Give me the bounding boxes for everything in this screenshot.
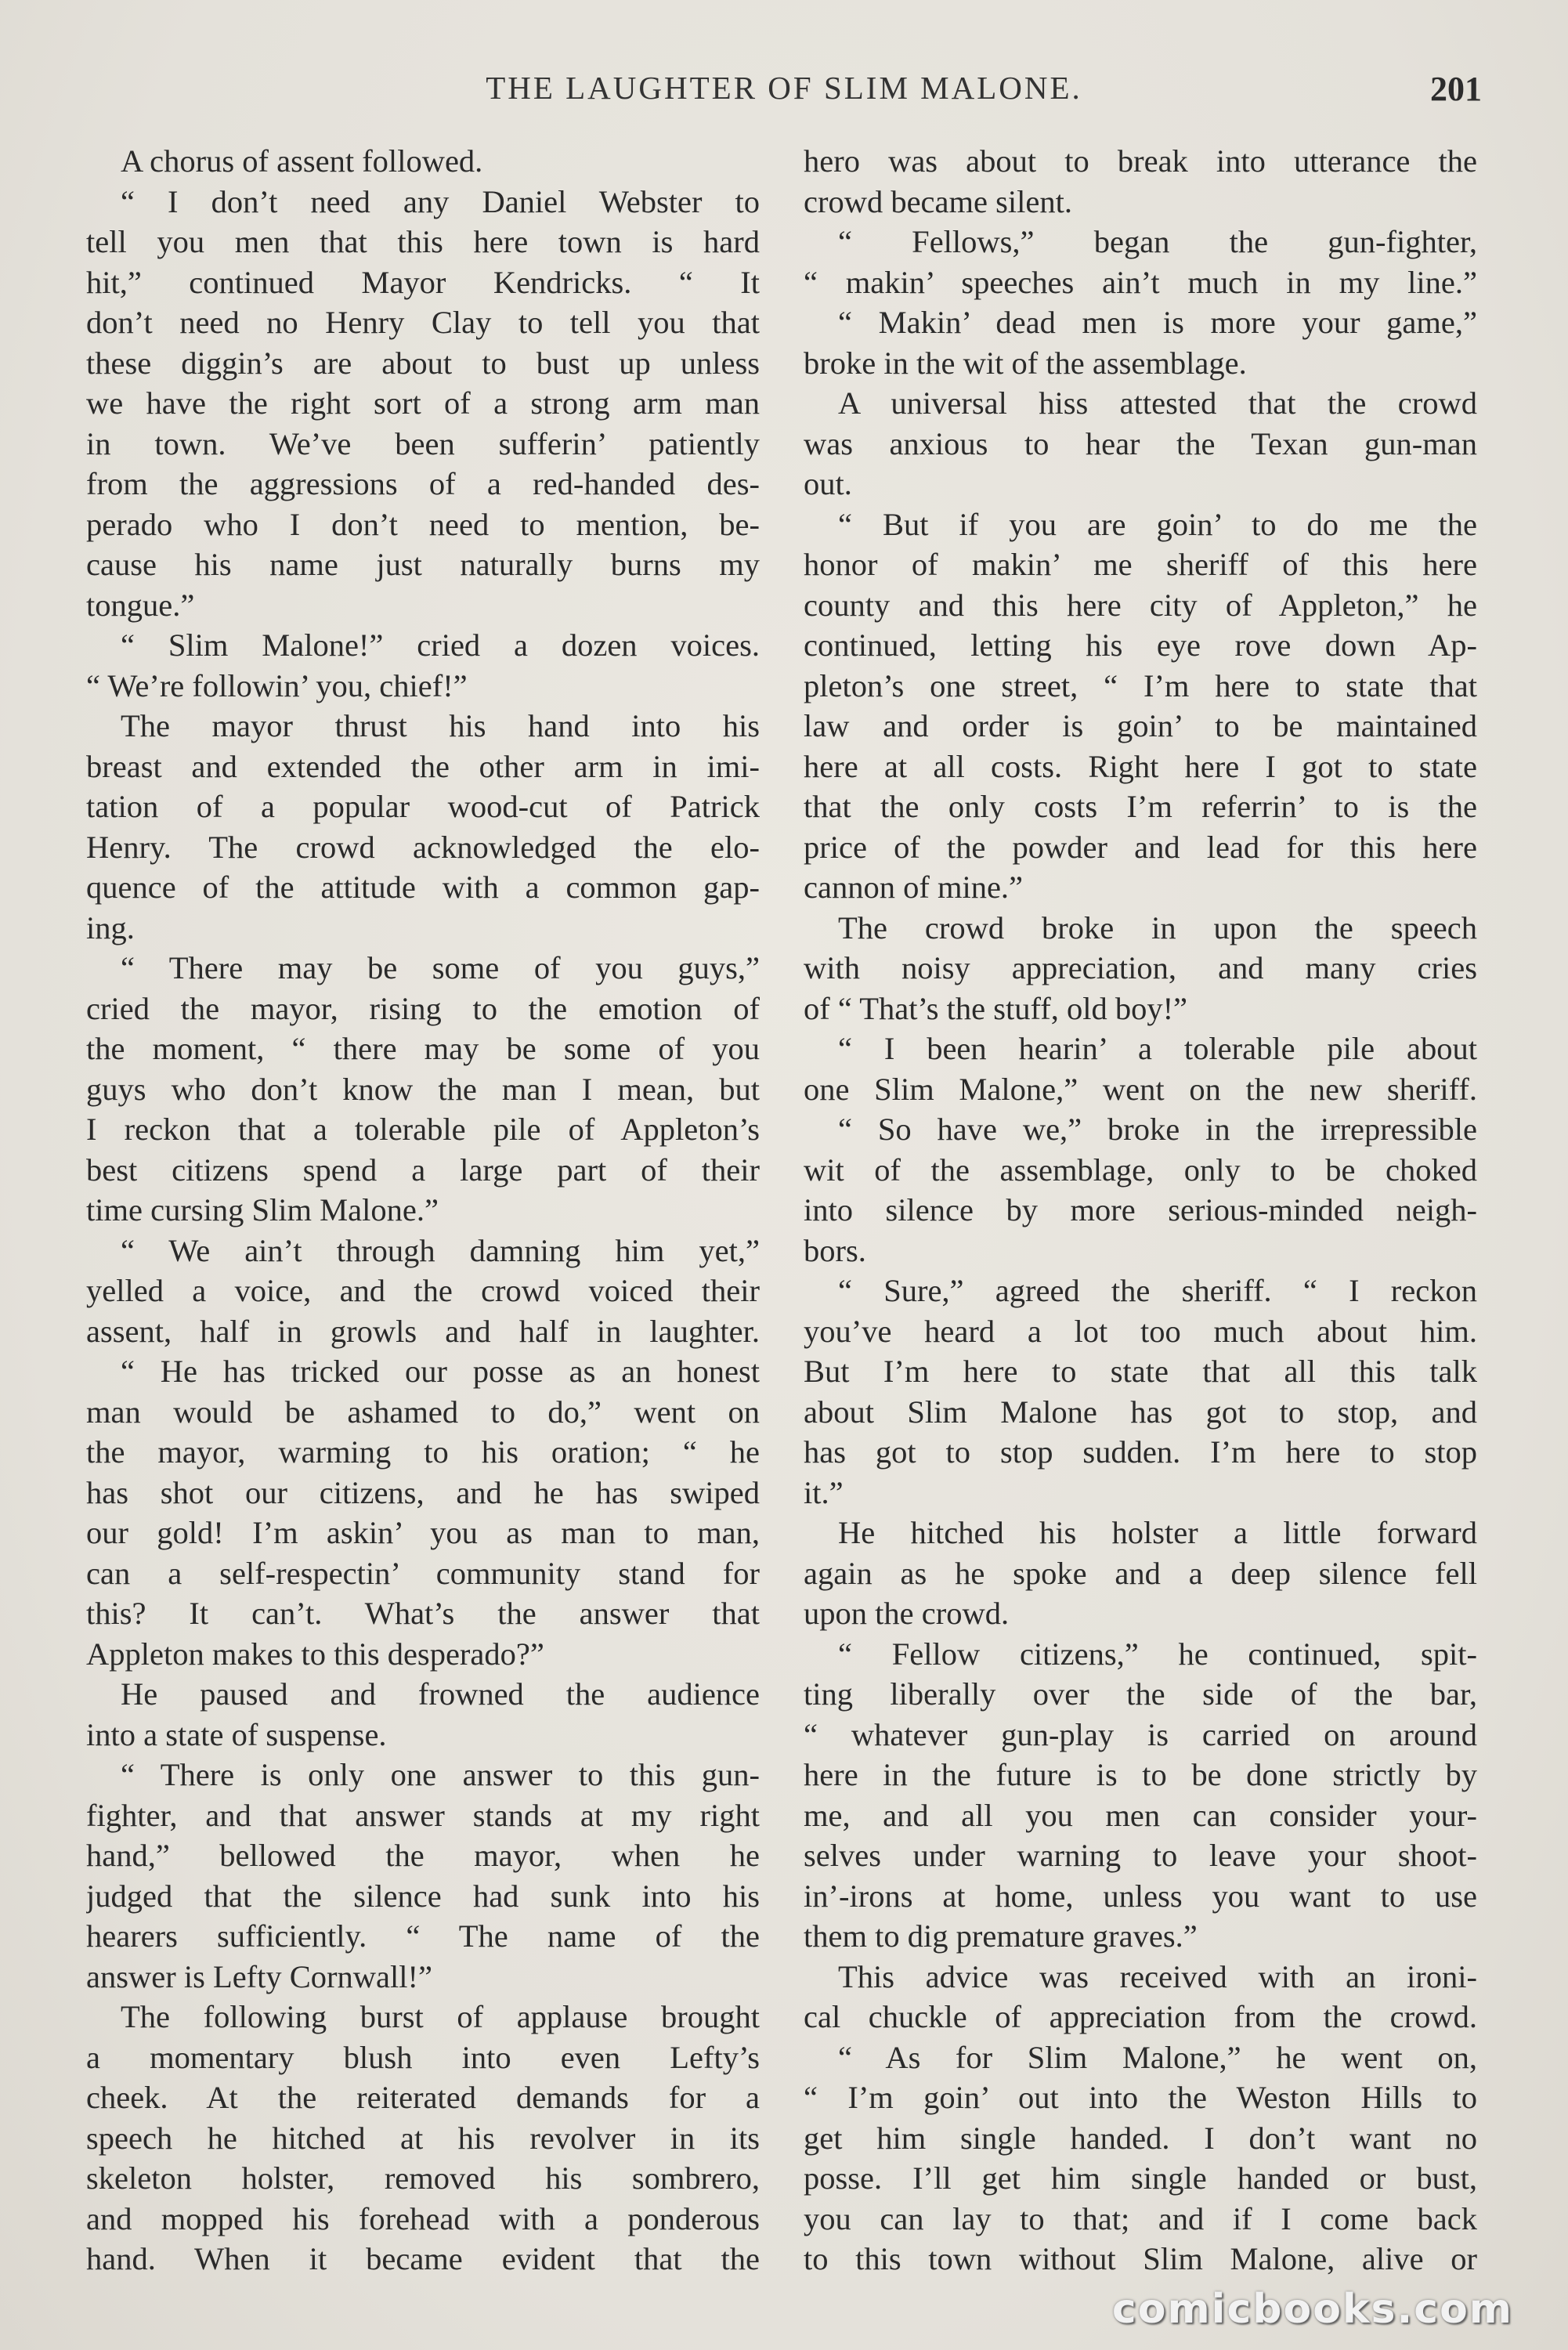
text-line: perado who I don’t need to mention, be- (86, 506, 760, 542)
text-line: cause his name just naturally burns my (86, 547, 760, 582)
text-line: of “ That’s the stuff, old boy!” (804, 990, 1188, 1026)
text-line: “ We ain’t through damning him yet,” (121, 1232, 760, 1268)
text-line: bors. (804, 1232, 866, 1268)
text-line: But I’m here to state that all this talk (804, 1354, 1477, 1389)
text-line: posse. I’ll get him single handed or bust, (804, 2160, 1477, 2196)
text-line: hit,” continued Mayor Kendricks. “ It (86, 264, 760, 300)
text-line: law and order is goin’ to be maintained (804, 708, 1477, 743)
text-line: “ There may be some of you guys,” (121, 950, 760, 985)
text-line: assent, half in growls and half in laughter. (86, 1313, 760, 1349)
text-line: He hitched his holster a little forward (838, 1515, 1477, 1550)
text-line: “ As for Slim Malone,” he went on, (838, 2039, 1477, 2075)
text-line: “ So have we,” broke in the irrepressible (838, 1112, 1477, 1147)
text-line: “ I’m goin’ out into the Weston Hills to (804, 2080, 1477, 2115)
text-line: this? It can’t. What’s the answer that (86, 1596, 760, 1631)
text-line: A chorus of assent followed. (121, 143, 483, 179)
text-line: broke in the wit of the assemblage. (804, 345, 1247, 381)
text-line: speech he hitched at his revolver in its (86, 2120, 760, 2156)
text-line: continued, letting his eye rove down Ap- (804, 627, 1477, 663)
text-line: “ makin’ speeches ain’t much in my line.” (804, 264, 1477, 300)
text-line: quence of the attitude with a common gap- (86, 870, 760, 905)
text-line: tongue.” (86, 587, 195, 623)
page-number: 201 (1430, 70, 1482, 108)
text-line: hand,” bellowed the mayor, when he (86, 1838, 760, 1873)
text-line: cried the mayor, rising to the emotion of (86, 990, 760, 1026)
text-columns (86, 141, 1477, 2276)
text-line: man would be ashamed to do,” went on (86, 1394, 760, 1430)
text-line: guys who don’t know the man I mean, but (86, 1071, 760, 1107)
text-line: This advice was received with an ironi- (838, 1958, 1477, 1994)
text-line: crowd became silent. (804, 183, 1072, 219)
text-line: answer is Lefty Cornwall!” (86, 1958, 432, 1994)
text-line: about Slim Malone has got to stop, and (804, 1394, 1477, 1430)
text-line: to this town without Slim Malone, alive or (804, 2241, 1477, 2276)
text-line: I reckon that a tolerable pile of Appleton’s (86, 1112, 760, 1147)
text-line: He paused and frowned the audience (121, 1676, 760, 1712)
text-line: pleton’s one street, “ I’m here to state that (804, 667, 1477, 703)
text-line: “ I don’t need any Daniel Webster to (121, 183, 760, 219)
text-line: wit of the assemblage, only to be choked (804, 1152, 1477, 1188)
text-line: the mayor, warming to his oration; “ he (86, 1434, 760, 1470)
text-line: don’t need no Henry Clay to tell you that (86, 305, 760, 340)
text-line: “ There is only one answer to this gun- (121, 1757, 760, 1792)
text-line: upon the crowd. (804, 1596, 1010, 1631)
text-line: into silence by more serious-minded neigh- (804, 1192, 1477, 1227)
text-line: The following burst of applause brought (121, 1999, 760, 2034)
text-line: Appleton makes to this desperado?” (86, 1636, 544, 1672)
page-header (86, 69, 1482, 116)
text-line: we have the right sort of a strong arm man (86, 385, 760, 421)
text-line: The mayor thrust his hand into his (121, 708, 760, 743)
text-line: you can lay to that; and if I come back (804, 2200, 1477, 2236)
text-line: get him single handed. I don’t want no (804, 2120, 1477, 2156)
text-line: them to dig premature graves.” (804, 1918, 1198, 1954)
text-line: hero was about to break into utterance the (804, 143, 1477, 179)
text-line: judged that the silence had sunk into his (86, 1878, 760, 1914)
text-line: out. (804, 466, 852, 501)
text-line: into a state of suspense. (86, 1716, 387, 1752)
text-line: ting liberally over the side of the bar, (804, 1676, 1477, 1712)
right-column (804, 141, 1477, 2276)
text-line: hearers sufficiently. “ The name of the (86, 1918, 760, 1954)
text-line: tell you men that this here town is hard (86, 224, 760, 259)
text-line: tation of a popular wood-cut of Patrick (86, 789, 760, 824)
text-line: here at all costs. Right here I got to state (804, 748, 1477, 784)
text-line: these diggin’s are about to bust up unless (86, 345, 760, 381)
text-line: “ Fellow citizens,” he continued, spit- (838, 1636, 1477, 1672)
text-line: “ Sure,” agreed the sheriff. “ I reckon (838, 1273, 1477, 1308)
text-line: it.” (804, 1474, 844, 1510)
text-line: breast and extended the other arm in imi- (86, 748, 760, 784)
text-line: time cursing Slim Malone.” (86, 1192, 439, 1227)
text-line: skeleton holster, removed his sombrero, (86, 2160, 760, 2196)
text-line: county and this here city of Appleton,” he (804, 587, 1477, 623)
text-line: a momentary blush into even Lefty’s (86, 2039, 760, 2075)
text-line: “ Fellows,” began the gun-fighter, (838, 224, 1477, 259)
running-title: THE LAUGHTER OF SLIM MALONE. (486, 70, 1082, 106)
text-line: cal chuckle of appreciation from the crowd. (804, 1999, 1477, 2034)
text-line: the moment, “ there may be some of you (86, 1031, 760, 1066)
text-line: with noisy appreciation, and many cries (804, 950, 1477, 985)
left-column (86, 141, 760, 2276)
text-line: ing. (86, 909, 135, 945)
text-line: here in the future is to be done strictly by (804, 1757, 1477, 1792)
text-line: Henry. The crowd acknowledged the elo- (86, 829, 760, 865)
text-line: “ He has tricked our posse as an honest (121, 1354, 760, 1389)
text-line: hand. When it became evident that the (86, 2241, 760, 2276)
text-line: and mopped his forehead with a ponderous (86, 2200, 760, 2236)
text-line: was anxious to hear the Texan gun-man (804, 425, 1477, 461)
text-line: one Slim Malone,” went on the new sheriff. (804, 1071, 1477, 1107)
text-line: again as he spoke and a deep silence fell (804, 1555, 1477, 1591)
text-line: fighter, and that answer stands at my right (86, 1797, 760, 1833)
text-line: cannon of mine.” (804, 870, 1024, 905)
text-line: selves under warning to leave your shoot- (804, 1838, 1477, 1873)
text-line: “ But if you are goin’ to do me the (838, 506, 1477, 542)
text-line: “ We’re followin’ you, chief!” (86, 667, 468, 703)
text-line: has shot our citizens, and he has swiped (86, 1474, 760, 1510)
watermark-logo: comicbooks.com (1111, 2286, 1513, 2333)
text-line: cheek. At the reiterated demands for a (86, 2080, 760, 2115)
text-line: A universal hiss attested that the crowd (838, 385, 1477, 421)
text-line: has got to stop sudden. I’m here to stop (804, 1434, 1477, 1470)
text-line: The crowd broke in upon the speech (838, 909, 1477, 945)
text-line: that the only costs I’m referrin’ to is the (804, 789, 1477, 824)
text-line: price of the powder and lead for this here (804, 829, 1477, 865)
text-line: “ Slim Malone!” cried a dozen voices. (121, 627, 760, 663)
text-line: in town. We’ve been sufferin’ patiently (86, 425, 760, 461)
text-line: from the aggressions of a red-handed des- (86, 466, 760, 501)
text-line: can a self-respectin’ community stand for (86, 1555, 760, 1591)
text-line: best citizens spend a large part of their (86, 1152, 760, 1188)
text-line: “ whatever gun-play is carried on around (804, 1716, 1477, 1752)
text-line: me, and all you men can consider your- (804, 1797, 1477, 1833)
text-line: “ I been hearin’ a tolerable pile about (838, 1031, 1477, 1066)
text-line: yelled a voice, and the crowd voiced their (86, 1273, 760, 1308)
text-line: “ Makin’ dead men is more your game,” (838, 305, 1477, 340)
text-line: our gold! I’m askin’ you as man to man, (86, 1515, 760, 1550)
text-line: in’-irons at home, unless you want to use (804, 1878, 1477, 1914)
text-line: you’ve heard a lot too much about him. (804, 1313, 1477, 1349)
text-line: honor of makin’ me sheriff of this here (804, 547, 1477, 582)
